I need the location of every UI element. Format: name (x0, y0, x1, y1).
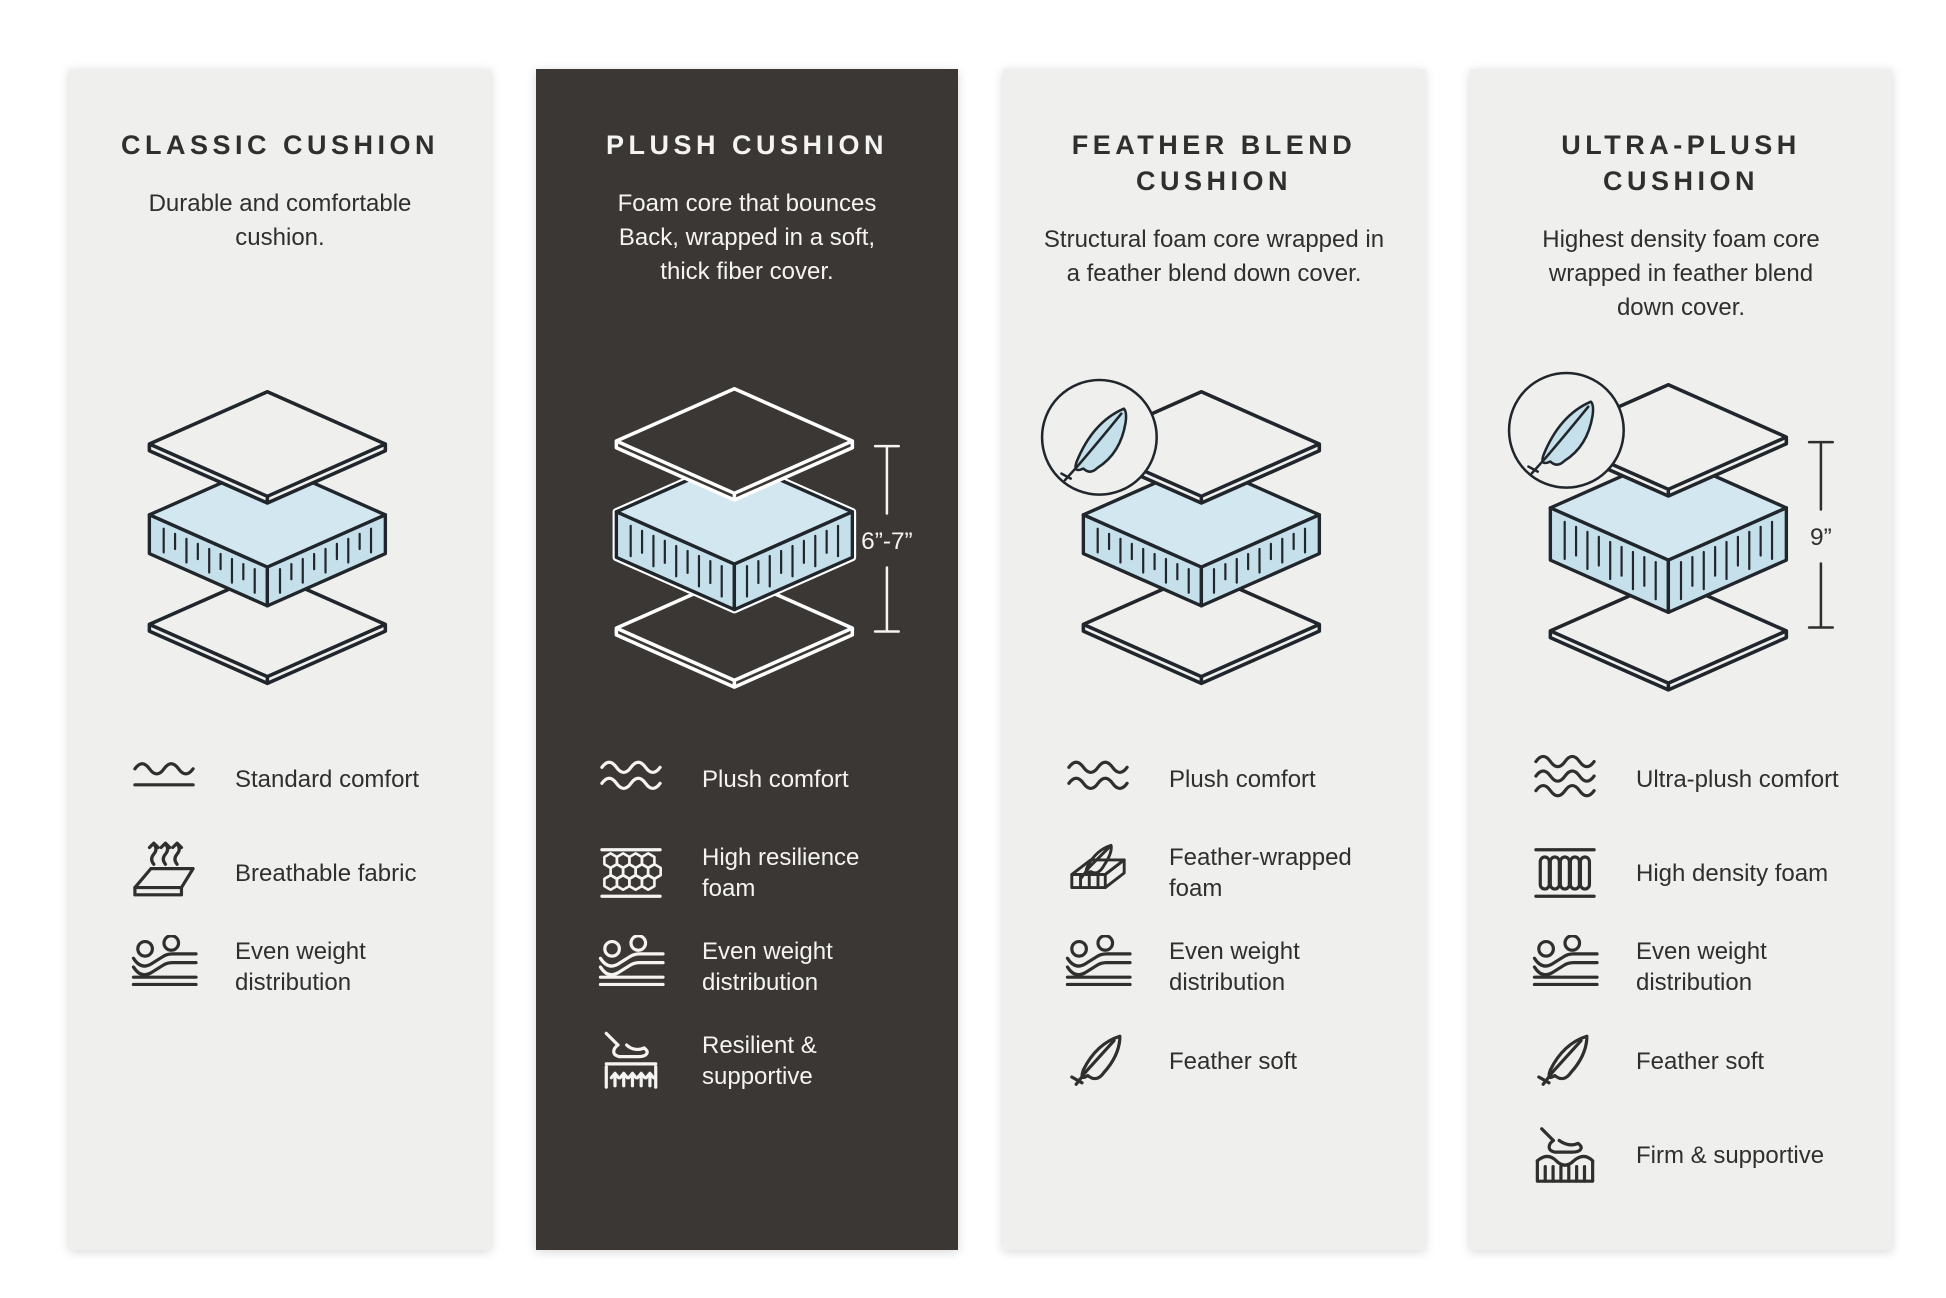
list-item (127, 841, 457, 905)
layer-stack-svg (570, 377, 924, 694)
layer-stack-svg (1037, 380, 1391, 690)
list-item (1528, 841, 1858, 905)
height-measurement (1809, 442, 1833, 627)
even-weight-icon (594, 935, 668, 999)
feature-label: Even weight distribution (1169, 938, 1300, 996)
wave-triple-icon (1528, 747, 1602, 811)
feature-label: Even weight distribution (1636, 938, 1767, 996)
feature-label: High resilience foam (702, 844, 860, 902)
panel-ultra-plush-cushion (1470, 69, 1892, 1250)
feature-label: Plush comfort (702, 765, 849, 793)
panel-classic-cushion (69, 69, 491, 1250)
feature-label: Feather-wrapped foam (1169, 844, 1352, 902)
feather-icon (1528, 1029, 1602, 1093)
feature-label: Ultra-plush comfort (1636, 765, 1839, 793)
measurement-label: 6”-7” (861, 527, 913, 555)
panel-description: Durable and comfortable cushion. (148, 190, 412, 251)
panel-title: CLASSIC CUSHION (120, 130, 439, 160)
list-item (1528, 935, 1858, 999)
panel-title: FEATHER BLEND CUSHION (1071, 130, 1357, 196)
feature-list (570, 747, 924, 1093)
feature-label: Feather soft (1169, 1047, 1298, 1075)
panel-description: Foam core that bounces Back, wrapped in a soft, thick fiber cover. (617, 190, 877, 285)
list-item (127, 935, 457, 999)
cushion-layers-diagram (103, 335, 457, 735)
feather-wrapped-foam-icon (1061, 841, 1135, 905)
cushion-comparison (69, 69, 1892, 1250)
feature-label: Resilient & supportive (702, 1032, 817, 1090)
measurement-label: 9” (1810, 524, 1832, 552)
panel-description: Structural foam core wrapped in a feather blend down cover. (1043, 226, 1385, 287)
panel-header (103, 127, 457, 335)
panel-description: Highest density foam core wrapped in feather blend down cover. (1542, 226, 1820, 321)
cushion-layers-diagram (570, 335, 924, 735)
firm-foot-icon (1528, 1123, 1602, 1187)
wave-double-icon (594, 747, 668, 811)
feature-label: Standard comfort (235, 765, 420, 793)
list-item (594, 747, 924, 811)
list-item (594, 1029, 924, 1093)
feature-list (103, 747, 457, 999)
wave-single-icon (127, 747, 201, 811)
even-weight-icon (127, 935, 201, 999)
list-item (127, 747, 457, 811)
wave-double-icon (1061, 747, 1135, 811)
feature-label: Firm & supportive (1636, 1141, 1825, 1169)
list-item (1061, 841, 1391, 905)
feather-icon (1061, 1029, 1135, 1093)
even-weight-icon (1528, 935, 1602, 999)
list-item (1528, 1029, 1858, 1093)
feature-label: Even weight distribution (702, 938, 833, 996)
list-item (1061, 747, 1391, 811)
feature-label: High density foam (1636, 859, 1829, 887)
cushion-layers-diagram (1504, 335, 1858, 735)
panel-title: PLUSH CUSHION (605, 130, 888, 160)
layer-stack-svg (1504, 373, 1858, 697)
top-cover-layer (616, 388, 852, 499)
list-item (1528, 1123, 1858, 1187)
panel-feather-blend-cushion (1003, 69, 1425, 1250)
layer-stack-svg (103, 380, 457, 690)
honeycomb-foam-icon (594, 841, 668, 905)
height-measurement (861, 446, 913, 631)
cushion-layers-diagram (1037, 335, 1391, 735)
feature-label: Breathable fabric (235, 859, 417, 887)
feather-badge (1042, 380, 1157, 495)
even-weight-icon (1061, 935, 1135, 999)
feature-list (1037, 747, 1391, 1093)
list-item (594, 935, 924, 999)
list-item (1528, 747, 1858, 811)
feather-badge (1509, 373, 1624, 488)
panel-plush-cushion (536, 69, 958, 1250)
list-item (1061, 935, 1391, 999)
panel-header (1037, 127, 1391, 335)
resilient-foot-icon (594, 1029, 668, 1093)
panel-header (570, 127, 924, 335)
feature-label: Feather soft (1636, 1047, 1765, 1075)
high-density-foam-icon (1528, 841, 1602, 905)
feature-label: Even weight distribution (235, 938, 366, 996)
panel-header (1504, 127, 1858, 335)
list-item (594, 841, 924, 905)
list-item (1061, 1029, 1391, 1093)
feature-list (1504, 747, 1858, 1187)
breathable-icon (127, 841, 201, 905)
feature-label: Plush comfort (1169, 765, 1316, 793)
top-cover-layer (149, 392, 385, 503)
panel-title: ULTRA-PLUSH CUSHION (1561, 130, 1801, 196)
